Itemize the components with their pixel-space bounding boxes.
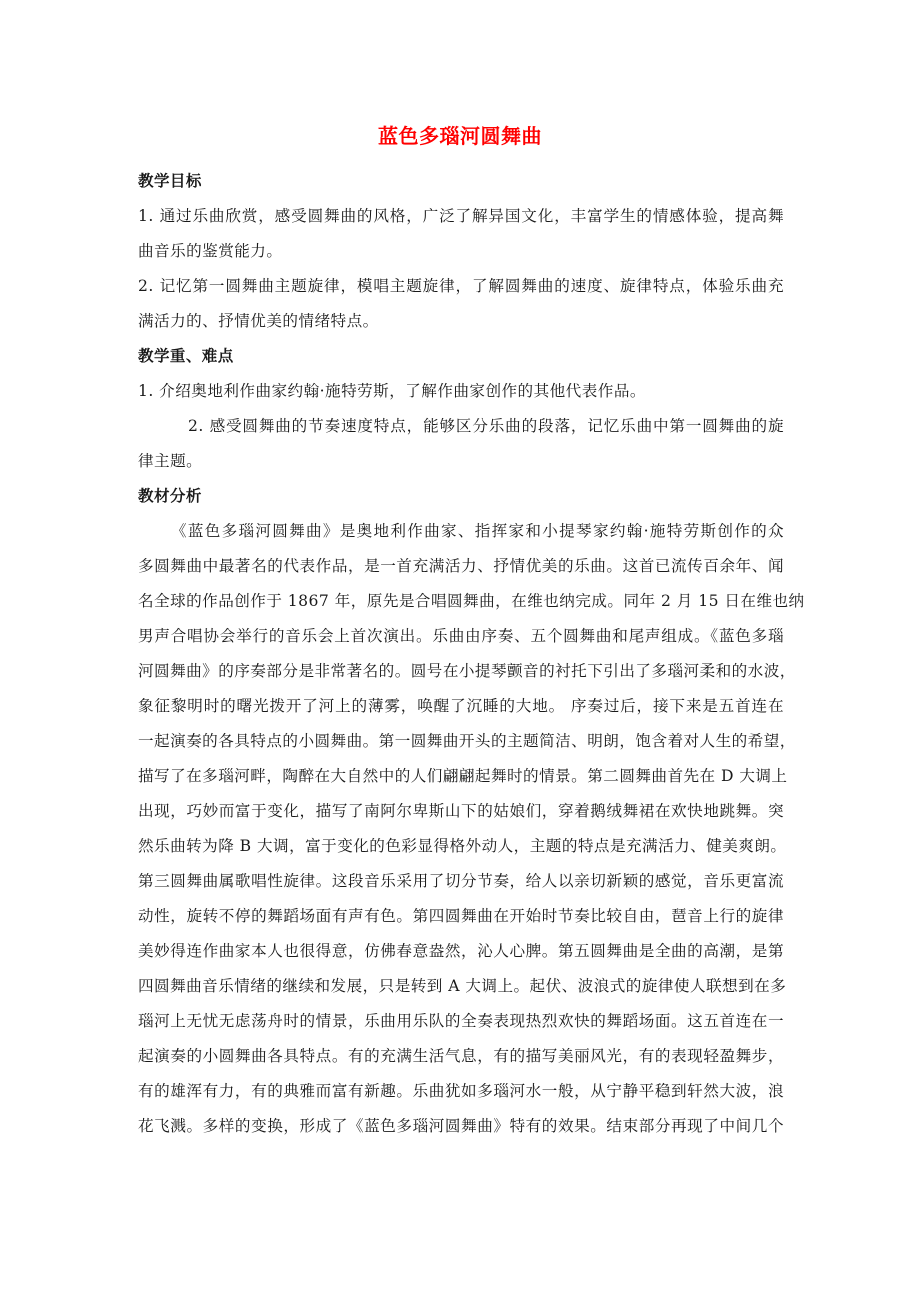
key-point-2-line-1: 2. 感受圆舞曲的节奏速度特点，能够区分乐曲的段落，记忆乐曲中第一圆舞曲的旋 xyxy=(188,417,784,435)
analysis-line: 第三圆舞曲属歌唱性旋律。这段音乐采用了切分节奏，给人以亲切新颖的感觉，音乐更富流 xyxy=(138,872,784,890)
analysis-line: 象征黎明时的曙光拨开了河上的薄雾，唤醒了沉睡的大地。 序奏过后，接下来是五首连在 xyxy=(138,697,784,715)
analysis-line: 一起演奏的各具特点的小圆舞曲。第一圆舞曲开头的主题简洁、明朗，饱含着对人生的希望， xyxy=(138,732,796,750)
objective-1-line-1: 1. 通过乐曲欣赏，感受圆舞曲的风格，广泛了解异国文化，丰富学生的情感体验，提高舞 xyxy=(138,207,784,225)
section-heading-teaching-objectives: 教学目标 xyxy=(138,172,202,190)
analysis-line: 动性，旋转不停的舞蹈场面有声有色。第四圆舞曲在开始时节奏比较自由，琶音上行的旋律 xyxy=(138,907,784,925)
analysis-line: 然乐曲转为降 B 大调，富于变化的色彩显得格外动人，主题的特点是充满活力、健美爽朗。 xyxy=(138,837,787,855)
analysis-line: 出现，巧妙而富于变化，描写了南阿尔卑斯山下的姑娘们，穿着鹅绒舞裙在欢快地跳舞。突 xyxy=(138,802,784,820)
key-point-1: 1. 介绍奥地利作曲家约翰·施特劳斯，了解作曲家创作的其他代表作品。 xyxy=(138,382,646,400)
analysis-line: 花飞溅。多样的变换，形成了《蓝色多瑙河圆舞曲》特有的效果。结束部分再现了中间几个 xyxy=(138,1117,784,1135)
analysis-line: 四圆舞曲音乐情绪的继续和发展，只是转到 A 大调上。起伏、波浪式的旋律使人联想到在多 xyxy=(138,977,787,995)
analysis-line: 名全球的作品创作于 1867 年，原先是合唱圆舞曲，在维也纳完成。同年 2 月 15 日在维也纳 xyxy=(138,592,805,610)
section-heading-material-analysis: 教材分析 xyxy=(138,487,202,505)
document-title: 蓝色多瑙河圆舞曲 xyxy=(378,124,542,148)
analysis-line: 瑙河上无忧无虑荡舟时的情景，乐曲用乐队的全奏表现热烈欢快的舞蹈场面。这五首连在一 xyxy=(138,1012,784,1030)
analysis-line: 起演奏的小圆舞曲各具特点。有的充满生活气息，有的描写美丽风光，有的表现轻盈舞步， xyxy=(138,1047,784,1065)
objective-1-line-2: 曲音乐的鉴赏能力。 xyxy=(138,242,283,260)
analysis-line: 美妙得连作曲家本人也很得意，仿佛春意盎然，沁人心脾。第五圆舞曲是全曲的高潮，是第 xyxy=(138,942,784,960)
analysis-line: 有的雄浑有力，有的典雅而富有新趣。乐曲犹如多瑙河水一般，从宁静平稳到轩然大波，浪 xyxy=(138,1082,784,1100)
analysis-line: 描写了在多瑙河畔，陶醉在大自然中的人们翩翩起舞时的情景。第二圆舞曲首先在 D 大调上 xyxy=(138,767,788,785)
analysis-line: 河圆舞曲》的序奏部分是非常著名的。圆号在小提琴颤音的衬托下引出了多瑙河柔和的水波， xyxy=(138,662,796,680)
analysis-line: 《蓝色多瑙河圆舞曲》是奥地利作曲家、指挥家和小提琴家约翰·施特劳斯创作的众 xyxy=(171,522,784,540)
section-heading-key-difficulties: 教学重、难点 xyxy=(138,347,234,365)
objective-2-line-2: 满活力的、抒情优美的情绪特点。 xyxy=(138,312,379,330)
objective-2-line-1: 2. 记忆第一圆舞曲主题旋律，模唱主题旋律，了解圆舞曲的速度、旋律特点，体验乐曲充 xyxy=(138,277,784,295)
document-body xyxy=(138,164,805,1144)
key-point-2-line-2: 律主题。 xyxy=(138,452,203,470)
analysis-line: 多圆舞曲中最著名的代表作品，是一首充满活力、抒情优美的乐曲。这首已流传百余年、闻 xyxy=(138,557,784,575)
analysis-line: 男声合唱协会举行的音乐会上首次演出。乐曲由序奏、五个圆舞曲和尾声组成。《蓝色多瑙 xyxy=(138,627,784,645)
